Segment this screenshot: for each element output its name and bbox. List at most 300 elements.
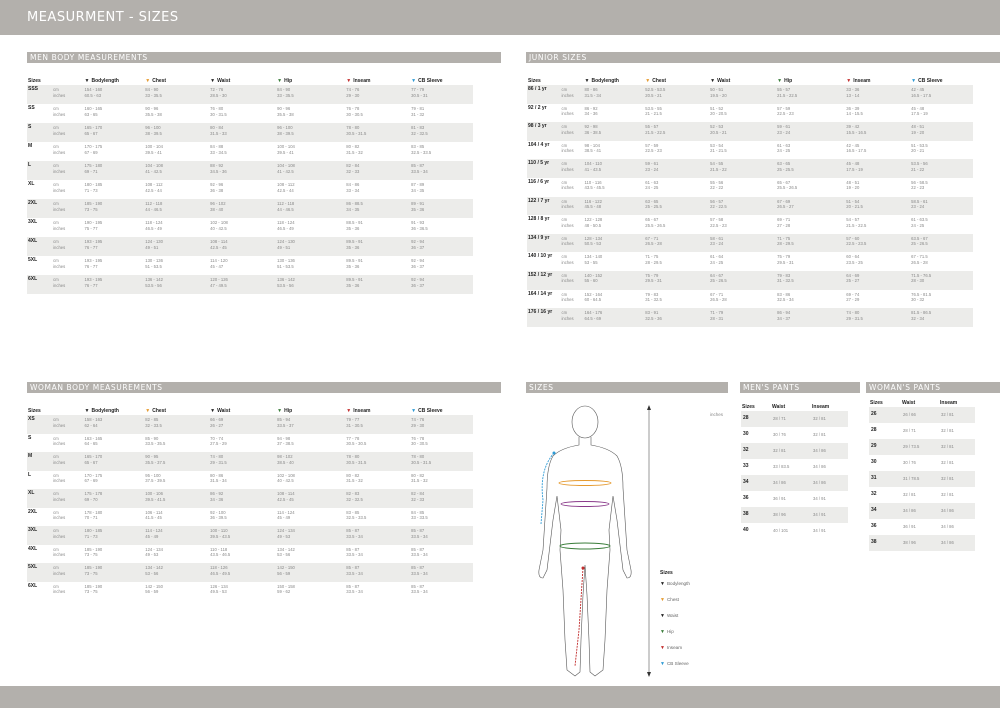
- body-figure: [525, 400, 665, 682]
- measurement-cell: 28 / 71: [903, 428, 916, 434]
- measurement-cell: 78 - 80 30.5 - 31.5: [345, 452, 410, 471]
- measurement-cell: 108 - 114 42.5 - 45: [276, 489, 345, 508]
- table-row: [27, 415, 473, 434]
- measurement-cell: 33 / 83.5: [773, 464, 790, 470]
- measurement-cell: 116 - 122 45.5 - 48: [584, 197, 645, 216]
- measurement-cell: 104 - 110 41 - 43.5: [584, 159, 645, 178]
- measurement-cell: 48 - 51 19 - 20: [846, 179, 860, 191]
- table-row: [869, 439, 975, 455]
- measurement-cell: 89.5 - 91 35 - 36: [346, 258, 363, 269]
- measurement-cell: 57 - 59 22.5 - 23: [645, 142, 662, 154]
- unit-cell: cm inches: [52, 161, 83, 180]
- measurement-cell: 40 / 101: [773, 528, 789, 534]
- triangle-icon: ▼: [911, 77, 917, 84]
- measurement-cell: 134 - 140 53 - 55: [584, 254, 603, 265]
- legend-item-cb-sleeve: ▼ CB Sleeve: [660, 661, 689, 667]
- measurement-cell: 69 - 74 27 - 29: [846, 291, 860, 303]
- table-row: [869, 423, 975, 439]
- triangle-icon: ▼: [210, 77, 216, 84]
- measurement-cell: 26 / 66: [901, 407, 939, 423]
- measurement-cell: 91 - 93 36 - 36.5: [411, 220, 428, 231]
- measurement-cell: 61 - 64 24 - 25: [710, 254, 724, 265]
- measurement-cell: 42 - 45 16.5 - 17.5: [846, 142, 867, 154]
- measurement-cell: 96 - 100 38 - 39.5: [144, 123, 209, 142]
- triangle-icon: ▼: [145, 407, 151, 414]
- measurement-cell: 128 - 134 50.5 - 53: [584, 234, 645, 253]
- size-cell: 110 / 5 yr: [527, 159, 561, 178]
- measurement-cell: 79 - 83 31 - 32.5: [645, 291, 662, 303]
- table-row: [27, 582, 473, 601]
- table-row: [869, 535, 975, 551]
- measurement-cell: 82 - 83 32 - 32.5: [345, 489, 410, 508]
- size-cell: 4XL: [28, 545, 38, 552]
- measurement-cell: 53 - 54 21 - 21.5: [710, 142, 727, 154]
- measurement-cell: 83 - 85 32.5 - 33.5: [411, 144, 432, 155]
- header-band: [0, 0, 1000, 35]
- measurement-cell: 74 - 76 29 - 30: [410, 415, 473, 434]
- column-header: ▼ Hip: [277, 77, 293, 84]
- triangle-icon: ▼: [277, 407, 283, 414]
- measurement-cell: 100 - 104 39.5 - 41: [277, 144, 295, 155]
- measurement-cell: 78 - 80 30.5 - 31.5: [410, 452, 473, 471]
- measurement-cell: 165 - 170 65 - 67: [84, 123, 145, 142]
- measurement-cell: 152 - 164 60 - 64.5: [584, 291, 603, 303]
- size-cell: 32: [741, 443, 771, 459]
- table-row: [527, 215, 973, 234]
- table-row: [869, 487, 975, 503]
- measurement-cell: 136 - 142 53.5 - 56: [144, 275, 209, 294]
- measurement-cell: 30 / 76: [903, 460, 916, 466]
- measurement-cell: 92 - 94 36 - 37: [410, 275, 473, 294]
- measurement-cell: 34 / 86: [813, 464, 826, 470]
- measurement-cell: 83 - 86 32.5 - 34: [777, 291, 794, 303]
- size-cell: 36: [743, 495, 749, 502]
- unit-cell: cm inches: [561, 142, 574, 154]
- table-row: [741, 443, 848, 459]
- measurement-cell: 124 - 130 49 - 51: [144, 237, 209, 256]
- measurement-cell: 32 / 81: [811, 411, 848, 427]
- measurement-cell: 61 - 63 24 - 25: [645, 179, 659, 191]
- measurement-cell: 175 - 178 69 - 70: [84, 489, 145, 508]
- size-cell: 28: [871, 427, 877, 434]
- measurement-cell: 34 / 91: [811, 507, 848, 523]
- size-cell: 6XL: [28, 582, 38, 589]
- measurement-cell: 142 - 150 56 - 59: [276, 563, 345, 582]
- measurement-cell: 71 - 79 28 - 31: [709, 308, 776, 327]
- measurement-cell: 60 - 64 23.5 - 25: [846, 254, 863, 265]
- legend-item-bodylength: ▼ Bodylength: [660, 581, 690, 587]
- men-section-bar: MEN BODY MEASUREMENTS: [27, 52, 501, 63]
- size-cell: 86 / 1 yr: [527, 85, 561, 104]
- column-header: [52, 76, 83, 85]
- measurement-cell: 58 - 61 23 - 24: [709, 234, 776, 253]
- measurement-cell: 114 - 124 45 - 49: [277, 509, 295, 520]
- measurement-cell: 65 - 67 25.5 - 26.5: [645, 217, 666, 228]
- measurement-cell: 74 - 76 29 - 30: [345, 85, 410, 104]
- measurement-cell: 71 - 75 28 - 29.5: [645, 254, 662, 265]
- size-cell: 2XL: [27, 199, 52, 218]
- measurement-cell: 63 - 65 25 - 25.5: [644, 197, 709, 216]
- triangle-icon: ▼: [411, 407, 417, 414]
- table-row: [527, 308, 973, 327]
- measurement-cell: 112 - 118 44 - 46.5: [276, 199, 345, 218]
- size-cell: 2XL: [28, 508, 38, 515]
- measurement-cell: 106 - 114 41.5 - 45: [145, 509, 163, 520]
- triangle-icon: ▼: [645, 77, 651, 84]
- measurement-cell: 85 - 87 33.5 - 34: [346, 583, 363, 594]
- table-row: [527, 234, 973, 253]
- table-row: [27, 123, 473, 142]
- size-cell: 34: [741, 475, 771, 491]
- measurement-cell: 74 - 80 29 - 31.5: [209, 452, 276, 471]
- measurement-cell: 154 - 160 60.5 - 63: [84, 85, 145, 104]
- measurement-cell: 71 - 75 28 - 29.5: [776, 234, 845, 253]
- unit-cell: cm inches: [53, 583, 66, 594]
- measurement-cell: 63 - 65 25 - 25.5: [776, 159, 845, 178]
- inches-label: inches: [710, 412, 724, 417]
- triangle-icon: ▼: [210, 407, 216, 414]
- measurement-cell: 32 / 81: [941, 492, 954, 498]
- bodylength-arrow-top: [647, 405, 651, 410]
- table-row: [27, 85, 473, 104]
- size-cell: 36: [871, 523, 877, 530]
- table-row: [27, 275, 473, 294]
- column-header: [52, 406, 83, 415]
- table-row: [27, 452, 473, 471]
- unit-cell: cm inches: [561, 254, 574, 265]
- measurement-cell: 32 / 81: [903, 492, 916, 498]
- size-cell: 38: [741, 507, 771, 523]
- measurement-cell: 100 - 104 39.5 - 41: [145, 144, 163, 155]
- page-title: MEASURMENT - SIZES: [27, 10, 179, 25]
- column-header: ▼ Chest: [145, 77, 167, 84]
- measurement-cell: 86 - 94 34 - 37: [776, 308, 845, 327]
- men-measurements-table: [27, 76, 473, 294]
- column-header: ▼ Waist: [210, 77, 231, 84]
- unit-cell: cm inches: [52, 563, 83, 582]
- measurement-cell: 54 - 55 21.5 - 22: [709, 159, 776, 178]
- measurement-cell: 124 - 130 49 - 51: [276, 237, 345, 256]
- measurement-cell: 130 - 136 51 - 53.5: [145, 258, 163, 269]
- measurement-cell: 34 / 86: [901, 503, 939, 519]
- size-cell: SSS: [27, 85, 52, 104]
- measurement-cell: 122 - 128 48 - 50.5: [584, 217, 603, 228]
- column-header: ▼ CB Sleeve: [411, 407, 443, 414]
- measurement-cell: 32 / 81: [941, 428, 954, 434]
- measurement-cell: 80 - 84 31.5 - 33: [209, 123, 276, 142]
- measurement-cell: 77 - 78 30.5 - 30.5: [346, 435, 367, 446]
- unit-cell: cm inches: [53, 106, 66, 117]
- measurement-cell: 34 / 86: [811, 475, 848, 491]
- measurement-cell: 80 - 82 31.5 - 32: [346, 144, 363, 155]
- table-row: [741, 427, 848, 443]
- triangle-icon: ▼: [346, 407, 352, 414]
- measurement-cell: 61 - 63.5 24 - 25: [911, 217, 928, 228]
- measurement-cell: 48 - 51 19 - 20: [910, 122, 973, 141]
- size-cell: 32: [871, 491, 877, 498]
- measurement-cell: 180 - 185 71 - 73: [84, 182, 103, 193]
- measurement-cell: 56 - 57 22 - 22.5: [709, 197, 776, 216]
- size-cell: XL: [28, 181, 35, 187]
- triangle-icon: ▼: [84, 407, 90, 414]
- table-row: [527, 159, 973, 178]
- measurement-cell: 32 / 81: [941, 460, 954, 466]
- table-row: [741, 459, 848, 475]
- measurement-cell: 34 / 86: [939, 503, 975, 519]
- measurement-cell: 193 - 195 76 - 77: [84, 275, 145, 294]
- size-cell: 104 / 4 yr: [528, 141, 550, 148]
- table-row: [527, 178, 973, 197]
- measurement-cell: 180 - 185 71 - 73: [84, 526, 145, 545]
- measurement-cell: 52 - 53 20.5 - 21: [709, 122, 776, 141]
- measurement-cell: 76 - 78 30 - 30.5: [411, 435, 428, 446]
- measurement-cell: 85 - 87 33.5 - 34: [345, 563, 410, 582]
- table-row: [27, 199, 473, 218]
- size-cell: 164 / 14 yr: [528, 290, 553, 297]
- measurement-cell: 110 - 116 43.5 - 45.5: [584, 179, 605, 191]
- unit-cell: cm inches: [561, 271, 584, 290]
- table-row: [527, 104, 973, 123]
- measurement-cell: 36 - 39 14 - 15.5: [846, 105, 863, 117]
- size-cell: 5XL: [27, 563, 52, 582]
- measurement-cell: 89 - 91 35 - 36: [410, 199, 473, 218]
- size-cell: 5XL: [28, 257, 38, 263]
- women-section-bar: WOMAN BODY MEASUREMENTS: [27, 382, 501, 393]
- size-cell: 4XL: [27, 237, 52, 256]
- column-header: Waist: [772, 403, 786, 410]
- size-cell: S: [28, 434, 32, 441]
- size-cell: M: [28, 143, 33, 149]
- measurement-cell: 80 - 82 31.5 - 32: [411, 472, 428, 483]
- measurement-cell: 178 - 180 70 - 71: [84, 509, 103, 520]
- measurement-cell: 67 - 69 26.5 - 27: [776, 197, 845, 216]
- column-header: Sizes: [28, 77, 41, 84]
- womens-pants-table: [869, 398, 975, 551]
- measurement-cell: 51 - 53.5 20 - 21: [911, 142, 928, 154]
- measurement-cell: 170 - 175 67 - 69: [84, 472, 103, 483]
- measurement-cell: 83 - 85 32.5 - 33.5: [346, 509, 367, 520]
- measurement-cell: 158 - 163 62 - 64: [84, 415, 145, 434]
- measurement-cell: 92 - 94 36 - 37: [411, 258, 425, 269]
- measurement-cell: 32 / 81: [813, 432, 826, 438]
- measurement-cell: 39 - 42 15.5 - 16.5: [845, 122, 910, 141]
- measurement-cell: 84 - 86 33 - 34: [346, 182, 360, 193]
- measurement-cell: 175 - 180 69 - 71: [84, 161, 145, 180]
- measurement-cell: 33 - 36 13 - 14: [845, 85, 910, 104]
- junior-sizes-table: [527, 76, 973, 327]
- column-header: Sizes: [528, 77, 541, 84]
- measurement-cell: 84 - 90 33 - 35.5: [144, 85, 209, 104]
- junior-section-bar: JUNIOR SIZES: [526, 52, 1000, 63]
- measurement-cell: 85 - 87 33.5 - 34: [346, 546, 363, 557]
- women-measurements-table: [27, 406, 473, 600]
- measurement-cell: 83 - 91 32.5 - 36: [644, 308, 709, 327]
- size-cell: XL: [27, 489, 52, 508]
- measurement-cell: 140 - 152 55 - 60: [584, 271, 645, 290]
- table-row: [869, 407, 975, 423]
- measurement-cell: 84 - 90 33 - 35.5: [276, 85, 345, 104]
- measurement-cell: 92 - 98 36 - 38.5: [584, 122, 645, 141]
- figure-legend: [660, 570, 730, 676]
- unit-cell: cm inches: [561, 105, 574, 117]
- measurement-cell: 38 / 96: [901, 535, 939, 551]
- column-header: [561, 76, 584, 85]
- measurement-cell: 86 - 92 34 - 36: [209, 489, 276, 508]
- unit-cell: cm inches: [561, 197, 584, 216]
- table-row: [527, 141, 973, 160]
- size-cell: 40: [743, 527, 749, 534]
- measurement-cell: 150 - 158 59 - 62: [277, 583, 295, 594]
- unit-cell: cm inches: [561, 122, 584, 141]
- measurement-cell: 92 - 96 36 - 38: [210, 182, 224, 193]
- column-header: ▼ Bodylength: [84, 77, 119, 84]
- measurement-cell: 69 - 71 27 - 28: [777, 217, 791, 228]
- table-row: [27, 471, 473, 490]
- size-cell: SS: [28, 105, 35, 111]
- table-row: [27, 508, 473, 527]
- size-cell: 3XL: [28, 219, 38, 225]
- measurement-cell: 80 - 86 31.5 - 34: [584, 85, 645, 104]
- table-row: [869, 519, 975, 535]
- column-header: ▼ Chest: [145, 407, 167, 414]
- triangle-icon: ▼: [411, 77, 417, 84]
- measurement-cell: 76.5 - 81.5 30 - 32: [911, 291, 932, 303]
- measurement-cell: 76 - 78 30 - 30.5: [346, 106, 363, 117]
- bodylength-arrow-bottom: [647, 672, 651, 677]
- measurement-cell: 142 - 150 56 - 59: [145, 583, 163, 594]
- triangle-icon: ▼: [84, 77, 90, 84]
- measurement-cell: 82 - 85 32 - 33.5: [144, 415, 209, 434]
- measurement-cell: 32 / 81: [939, 407, 975, 423]
- measurement-cell: 86 - 88.5 34 - 35: [345, 199, 410, 218]
- triangle-icon: ▼: [777, 77, 783, 84]
- measurement-cell: 100 - 110 39.5 - 43.5: [209, 526, 276, 545]
- legend-item-hip: ▼ Hip: [660, 629, 674, 635]
- measurement-cell: 88 - 92 34.5 - 36: [209, 161, 276, 180]
- measurement-cell: 53.5 - 55 21 - 21.5: [645, 105, 662, 117]
- measurement-cell: 64 - 67 25 - 26.5: [709, 271, 776, 290]
- table-row: [27, 526, 473, 545]
- table-row: [741, 475, 848, 491]
- womens-pants-section-bar: WOMAN'S PANTS: [866, 382, 1000, 393]
- column-header: ▼ Hip: [277, 407, 293, 414]
- measurement-cell: 79 - 77 31 - 30.5: [345, 415, 410, 434]
- measurement-cell: 59 - 61 23 - 24: [776, 122, 845, 141]
- measurement-cell: 85 - 87 33.5 - 34: [410, 526, 473, 545]
- size-cell: L: [28, 471, 32, 478]
- unit-cell: cm inches: [52, 526, 83, 545]
- measurement-cell: 118 - 124 46.5 - 49: [145, 220, 163, 231]
- measurement-cell: 108 - 114 42.5 - 45: [209, 237, 276, 256]
- column-header: ▼ Inseam: [346, 77, 371, 84]
- column-header: Sizes: [870, 399, 883, 406]
- measurement-cell: 34 / 91: [813, 496, 826, 502]
- unit-cell: cm inches: [561, 85, 584, 104]
- column-header: Inseam: [940, 399, 958, 406]
- measurement-cell: 85 - 87 33.5 - 34: [345, 526, 410, 545]
- table-row: [527, 197, 973, 216]
- column-header: ▼ Waist: [210, 407, 231, 414]
- column-header: ▼ Bodylength: [584, 77, 619, 84]
- measurement-cell: 42 - 45 16.5 - 17.5: [910, 85, 973, 104]
- measurement-cell: 89.5 - 91 35 - 36: [345, 237, 410, 256]
- measurement-cell: 28 / 71: [771, 411, 811, 427]
- sleeve-dot-top: [553, 452, 556, 455]
- unit-cell: cm inches: [52, 452, 83, 471]
- table-row: [527, 290, 973, 309]
- column-header: ▼ Chest: [645, 77, 667, 84]
- measurement-cell: 85 - 90 33.5 - 35.5: [145, 435, 166, 446]
- measurement-cell: 56 - 58.5 22 - 23: [911, 179, 928, 191]
- measurement-cell: 118 - 124 46.5 - 49: [277, 220, 295, 231]
- size-cell: 26: [869, 407, 901, 423]
- measurement-cell: 108 - 112 42.5 - 44: [145, 182, 163, 193]
- unit-cell: cm inches: [561, 234, 584, 253]
- table-row: [27, 161, 473, 180]
- measurement-cell: 90 - 96 35.5 - 38: [277, 106, 294, 117]
- measurement-cell: 136 - 142 53.5 - 56: [276, 275, 345, 294]
- size-cell: 92 / 2 yr: [528, 104, 547, 111]
- measurement-cell: 85 - 87 33.5 - 34: [411, 583, 428, 594]
- column-header: Inseam: [812, 403, 830, 410]
- measurement-cell: 104 - 108 41 - 42.5: [276, 161, 345, 180]
- measurement-cell: 79 - 81 31 - 32: [411, 106, 425, 117]
- measurement-cell: 32 / 81: [771, 443, 811, 459]
- unit-cell: cm inches: [52, 237, 83, 256]
- measurement-cell: 190 - 195 75 - 77: [84, 220, 103, 231]
- size-cell: 28: [741, 411, 771, 427]
- measurement-cell: 96 - 102 38 - 40: [209, 199, 276, 218]
- size-cell: 176 / 16 yr: [527, 308, 561, 327]
- triangle-icon: ▼: [710, 77, 716, 84]
- measurement-cell: 36 / 91: [903, 524, 916, 530]
- measurement-cell: 45 - 48 17.5 - 19: [911, 105, 928, 117]
- measurement-cell: 102 - 108 40 - 42.5: [277, 472, 295, 483]
- column-header: ▼ CB Sleeve: [411, 77, 443, 84]
- measurement-cell: 170 - 175 67 - 69: [84, 144, 103, 155]
- measurement-cell: 76 - 80 30 - 31.5: [210, 106, 227, 117]
- unit-cell: cm inches: [53, 546, 66, 557]
- size-cell: 140 / 10 yr: [528, 253, 553, 260]
- measurement-cell: 114 - 124 45 - 49: [144, 526, 209, 545]
- table-row: [741, 523, 848, 539]
- measurement-cell: 55 - 57 21.5 - 22.5: [644, 122, 709, 141]
- measurement-cell: 102 - 108 40 - 42.5: [210, 220, 228, 231]
- table-row: [741, 507, 848, 523]
- table-row: [27, 489, 473, 508]
- measurement-cell: 82 - 84 32 - 33: [410, 489, 473, 508]
- mens-pants-section-bar: MEN'S PANTS: [740, 382, 860, 393]
- unit-cell: cm inches: [52, 85, 83, 104]
- measurement-cell: 72 - 76 28.5 - 30: [209, 85, 276, 104]
- measurement-cell: 32 / 81: [939, 471, 975, 487]
- measurement-cell: 67 - 71.5 26.5 - 28: [911, 254, 928, 265]
- measurement-cell: 34 / 86: [811, 443, 848, 459]
- measurement-cell: 100 - 106 39.5 - 41.5: [144, 489, 209, 508]
- measurement-cell: 98 - 104 38.5 - 41: [584, 142, 602, 154]
- measurement-cell: 29 / 73.5: [901, 439, 939, 455]
- table-row: [27, 104, 473, 123]
- measurement-cell: 108 - 112 42.5 - 44: [277, 182, 295, 193]
- measurement-cell: 85 - 87 33.5 - 34: [411, 546, 428, 557]
- triangle-icon: ▼: [277, 77, 283, 84]
- triangle-icon: ▼: [346, 77, 352, 84]
- table-row: [27, 563, 473, 582]
- measurement-cell: 34 / 91: [813, 528, 826, 534]
- measurement-cell: 50 - 51 19.5 - 20: [709, 85, 776, 104]
- measurement-cell: 98 - 102 38.5 - 40: [276, 452, 345, 471]
- measurement-cell: 130 - 136 51 - 53.5: [277, 258, 295, 269]
